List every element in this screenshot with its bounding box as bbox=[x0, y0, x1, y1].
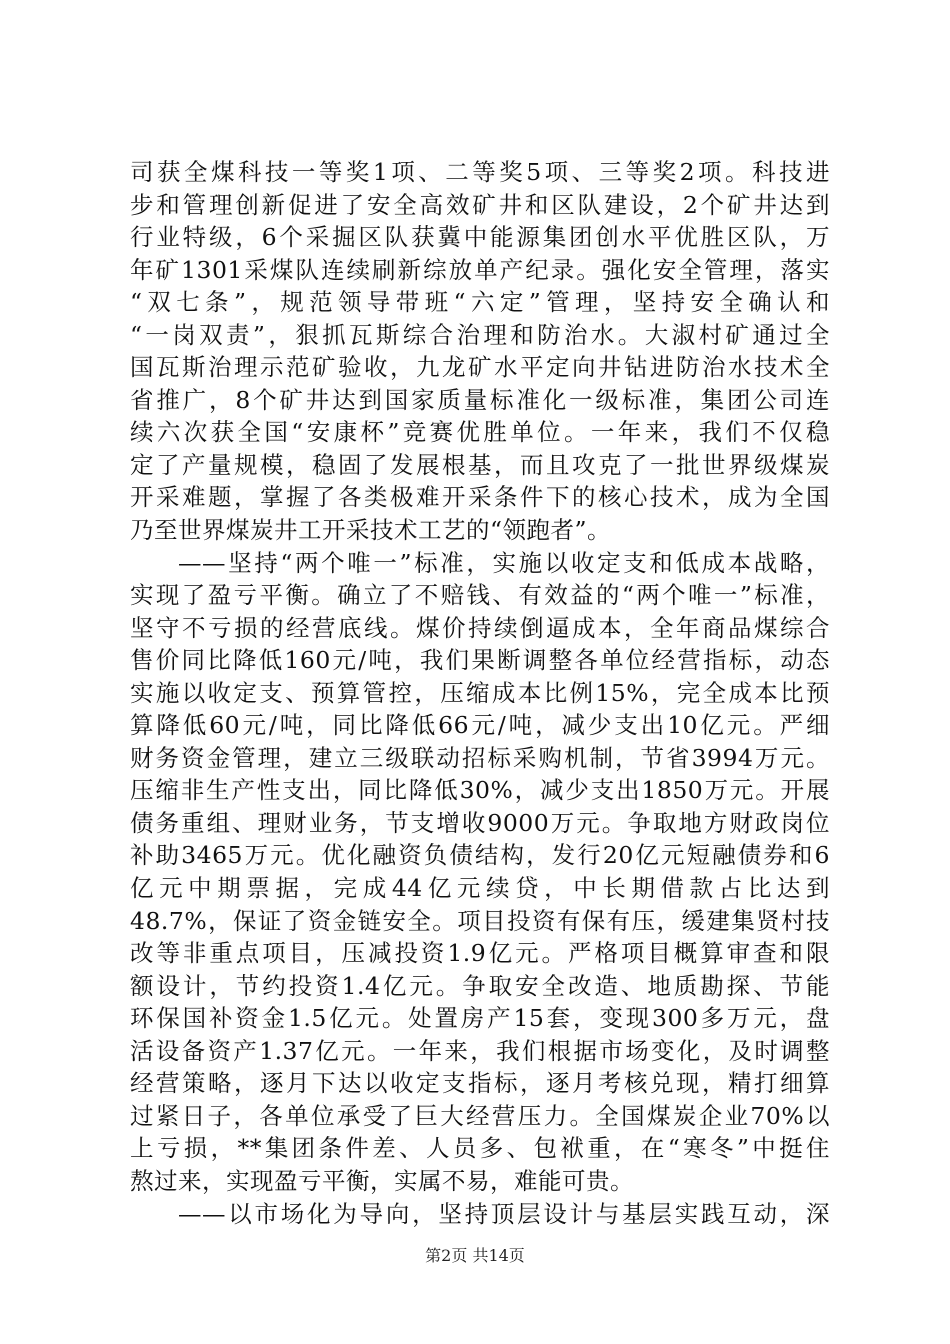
text-line: 定了产量规模，稳固了发展根基，而且攻克了一批世界级煤炭 bbox=[130, 450, 830, 479]
text-line: 上亏损，**集团条件差、人员多、包袱重，在“寒冬”中挺住 bbox=[130, 1134, 830, 1163]
text-line: 亿元中期票据，完成44亿元续贷，中长期借款占比达到 bbox=[130, 874, 830, 903]
text-line: 过紧日子，各单位承受了巨大经营压力。全国煤炭企业70%以 bbox=[130, 1101, 830, 1130]
text-line: “双七条”，规范领导带班“六定”管理，坚持安全确认和 bbox=[130, 288, 830, 317]
text-line: 算降低60元/吨，同比降低66元/吨，减少支出10亿元。严细 bbox=[130, 711, 830, 740]
page-number-label: 第2页 共14页 bbox=[425, 1246, 525, 1265]
text-line: 额设计，节约投资1.4亿元。争取安全改造、地质勘探、节能 bbox=[130, 971, 830, 1000]
text-line: 省推广，8个矿井达到国家质量标准化一级标准，集团公司连 bbox=[130, 385, 830, 414]
text-line: 步和管理创新促进了安全高效矿井和区队建设，2个矿井达到 bbox=[130, 190, 830, 219]
text-line: ——坚持“两个唯一”标准，实施以收定支和低成本战略， bbox=[178, 548, 830, 577]
text-line: 补助3465万元。优化融资负债结构，发行20亿元短融债券和6 bbox=[130, 841, 830, 870]
text-line: 实施以收定支、预算管控，压缩成本比例15%，完全成本比预 bbox=[130, 678, 830, 707]
text-line: 债务重组、理财业务，节支增收9000万元。争取地方财政岗位 bbox=[130, 808, 830, 837]
text-line: 续六次获全国“安康杯”竞赛优胜单位。一年来，我们不仅稳 bbox=[130, 418, 830, 447]
text-line: 售价同比降低160元/吨，我们果断调整各单位经营指标，动态 bbox=[130, 646, 830, 675]
text-line: 年矿1301采煤队连续刷新综放单产纪录。强化安全管理，落实 bbox=[130, 255, 830, 284]
text-line: 活设备资产1.37亿元。一年来，我们根据市场变化，及时调整 bbox=[130, 1036, 830, 1065]
text-line: 改等非重点项目，压减投资1.9亿元。严格项目概算审查和限 bbox=[130, 939, 830, 968]
document-body bbox=[130, 156, 830, 1230]
text-line: 行业特级，6个采掘区队获冀中能源集团创水平优胜区队，万 bbox=[130, 223, 830, 252]
text-line: 司获全煤科技一等奖1项、二等奖5项、三等奖2项。科技进 bbox=[130, 158, 830, 186]
text-line: “一岗双责”，狠抓瓦斯综合治理和防治水。大淑村矿通过全 bbox=[130, 320, 830, 349]
text-line: 熬过来，实现盈亏平衡，实属不易，难能可贵。 bbox=[130, 1166, 634, 1195]
text-line: 乃至世界煤炭井工开采技术工艺的“领跑者”。 bbox=[130, 516, 612, 545]
text-line: 实现了盈亏平衡。确立了不赔钱、有效益的“两个唯一”标准， bbox=[130, 581, 830, 610]
text-line: 国瓦斯治理示范矿验收，九龙矿水平定向井钻进防治水技术全 bbox=[130, 353, 830, 382]
text-line: 经营策略，逐月下达以收定支指标，逐月考核兑现，精打细算 bbox=[130, 1069, 830, 1098]
text-line: 环保国补资金1.5亿元。处置房产15套，变现300多万元，盘 bbox=[130, 1004, 830, 1033]
text-line: 财务资金管理，建立三级联动招标采购机制，节省3994万元。 bbox=[130, 743, 830, 772]
text-line: 48.7%，保证了资金链安全。项目投资有保有压，缓建集贤村技 bbox=[130, 906, 830, 935]
text-line: 压缩非生产性支出，同比降低30%，减少支出1850万元。开展 bbox=[130, 776, 830, 805]
page-footer bbox=[0, 1246, 950, 1266]
text-line: ——以市场化为导向，坚持顶层设计与基层实践互动，深 bbox=[178, 1199, 830, 1228]
text-line: 开采难题，掌握了各类极难开采条件下的核心技术，成为全国 bbox=[130, 483, 830, 512]
text-line: 坚守不亏损的经营底线。煤价持续倒逼成本，全年商品煤综合 bbox=[130, 613, 830, 642]
